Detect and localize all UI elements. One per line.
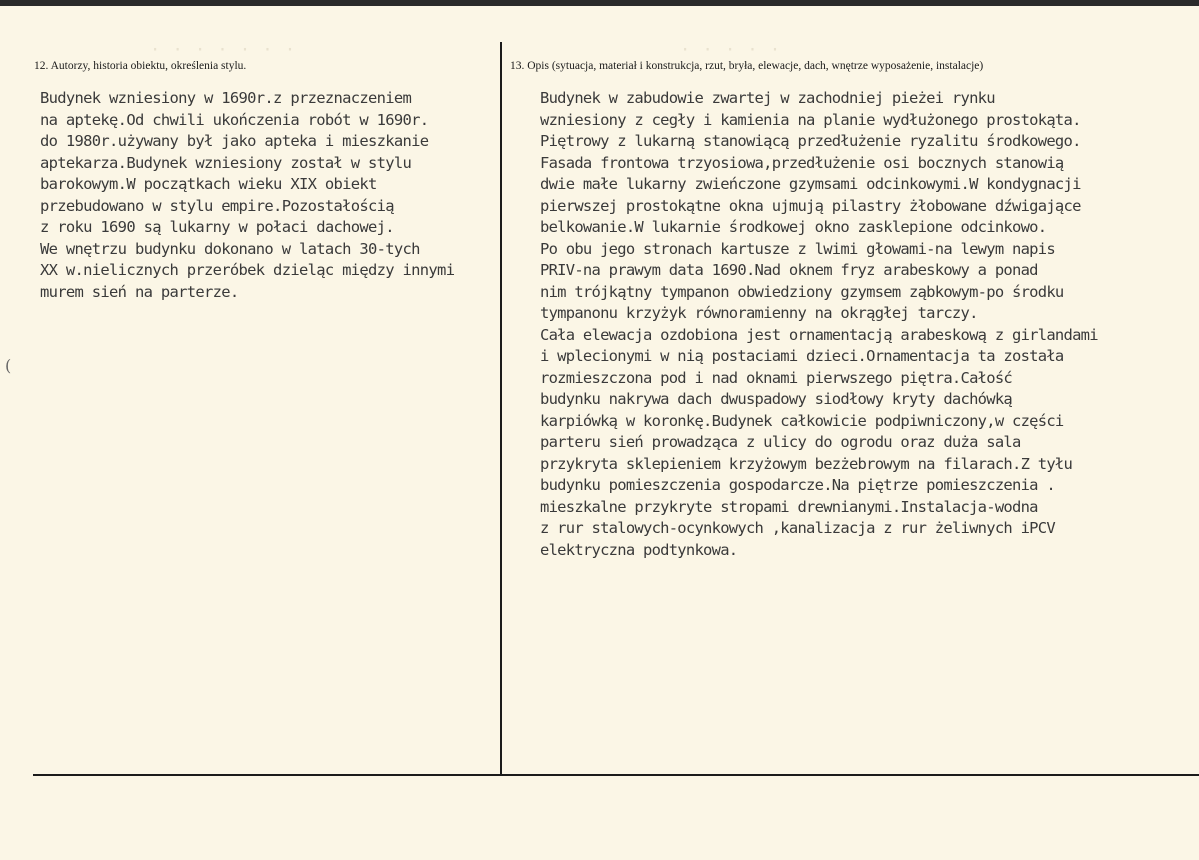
section-13-text-line: parteru sień prowadząca z ulicy do ogrodu oraz duża sala: [540, 433, 1021, 451]
bleed-through-text-left: · · · · · · ·: [150, 40, 297, 60]
section-13-text-line: PRIV-na prawym data 1690.Nad oknem fryz arabeskowy a ponad: [540, 261, 1038, 279]
section-12-text-line: Budynek wzniesiony w 1690r.z przeznaczeniem: [40, 89, 412, 107]
section-13-text-line: belkowanie.W lukarnie środkowej okno zasklepione odcinkowo.: [540, 218, 1047, 236]
section-12-text-line: XX w.nielicznych przeróbek dzieląc między innymi: [40, 261, 455, 279]
section-13-text-line: Budynek w zabudowie zwartej w zachodniej pieżei rynku: [540, 89, 995, 107]
section-12-header: 12. Autorzy, historia obiektu, określenia stylu.: [34, 60, 247, 72]
section-13-text-line: elektryczna podtynkowa.: [540, 540, 738, 559]
section-13-text-line: pierwszej prostokątne okna ujmują pilastry żłobowane dźwigające: [540, 196, 1081, 215]
section-13-text-line: rozmieszczona pod i nad oknami pierwszego piętra.Całość: [540, 368, 1012, 387]
section-12-text-line: na aptekę.Od chwili ukończenia robót w 1690r.: [40, 110, 429, 129]
section-12-text-line: do 1980r.używany był jako apteka i mieszkanie: [40, 132, 429, 150]
section-13-header: 13. Opis (sytuacja, materiał i konstrukcja, rzut, bryła, elewacje, dach, wnętrze wyposażenie, instalacje): [510, 60, 984, 72]
section-12-text-line: murem sień na parterze.: [40, 282, 239, 301]
section-13-text-line: wzniesiony z cegły i kamienia na planie wydłużonego prostokąta.: [540, 110, 1081, 129]
margin-pencil-mark: (: [5, 356, 12, 375]
section-13-text-line: przykryta sklepieniem krzyżowym bezżebrowym na filarach.Z tyłu: [540, 454, 1073, 473]
section-12-text-line: We wnętrzu budynku dokonano w latach 30-tych: [40, 239, 420, 258]
section-12-text-line: przebudowano w stylu empire.Pozostałością: [40, 196, 394, 215]
section-13-text-line: Piętrowy z lukarną stanowiącą przedłużenie ryzalitu środkowego.: [540, 132, 1081, 150]
section-13-text-line: i wplecionymi w nią postaciami dzieci.Ornamentacja ta została: [540, 347, 1064, 365]
section-13-text-line: budynku nakrywa dach dwuspadowy siodłowy kryty dachówką: [540, 390, 1012, 408]
section-13-text-line: karpiówką w koronkę.Budynek całkowicie podpiwniczony,w części: [540, 411, 1064, 430]
section-12-typed-text: [40, 88, 454, 303]
section-13-text-line: budynku pomieszczenia gospodarcze.Na piętrze pomieszczenia .: [540, 476, 1055, 494]
bleed-through-text-right: · · · · ·: [680, 40, 782, 60]
section-13-text-line: nim trójkątny tympanon obwiedziony gzymsem ząbkowym-po środku: [540, 282, 1064, 301]
section-13-text-line: Fasada frontowa trzyosiowa,przedłużenie osi bocznych stanowią: [540, 153, 1064, 172]
section-13-typed-text: [540, 88, 1098, 561]
section-13-text-line: tympanonu krzyżyk równoramienny na okrągłej tarczy.: [540, 304, 978, 322]
top-edge-border: [0, 0, 1199, 6]
bottom-rule: [33, 774, 1199, 776]
section-13-text-line: Po obu jego stronach kartusze z lwimi głowami-na lewym napis: [540, 239, 1055, 258]
section-12-text-line: aptekarza.Budynek wzniesiony został w stylu: [40, 153, 412, 172]
section-13-text-line: Cała elewacja ozdobiona jest ornamentacją arabeskową z girlandami: [540, 325, 1098, 344]
column-divider: [500, 42, 502, 774]
section-12-text-line: barokowym.W początkach wieku XIX obiekt: [40, 175, 377, 193]
section-13-text-line: mieszkalne przykryte stropami drewnianymi.Instalacja-wodna: [540, 497, 1038, 516]
section-13-text-line: z rur stalowych-ocynkowych ,kanalizacja z rur żeliwnych iPCV: [540, 519, 1055, 537]
section-12-text-line: z roku 1690 są lukarny w połaci dachowej.: [40, 218, 394, 236]
section-13-text-line: dwie małe lukarny zwieńczone gzymsami odcinkowymi.W kondygnacji: [540, 175, 1081, 193]
